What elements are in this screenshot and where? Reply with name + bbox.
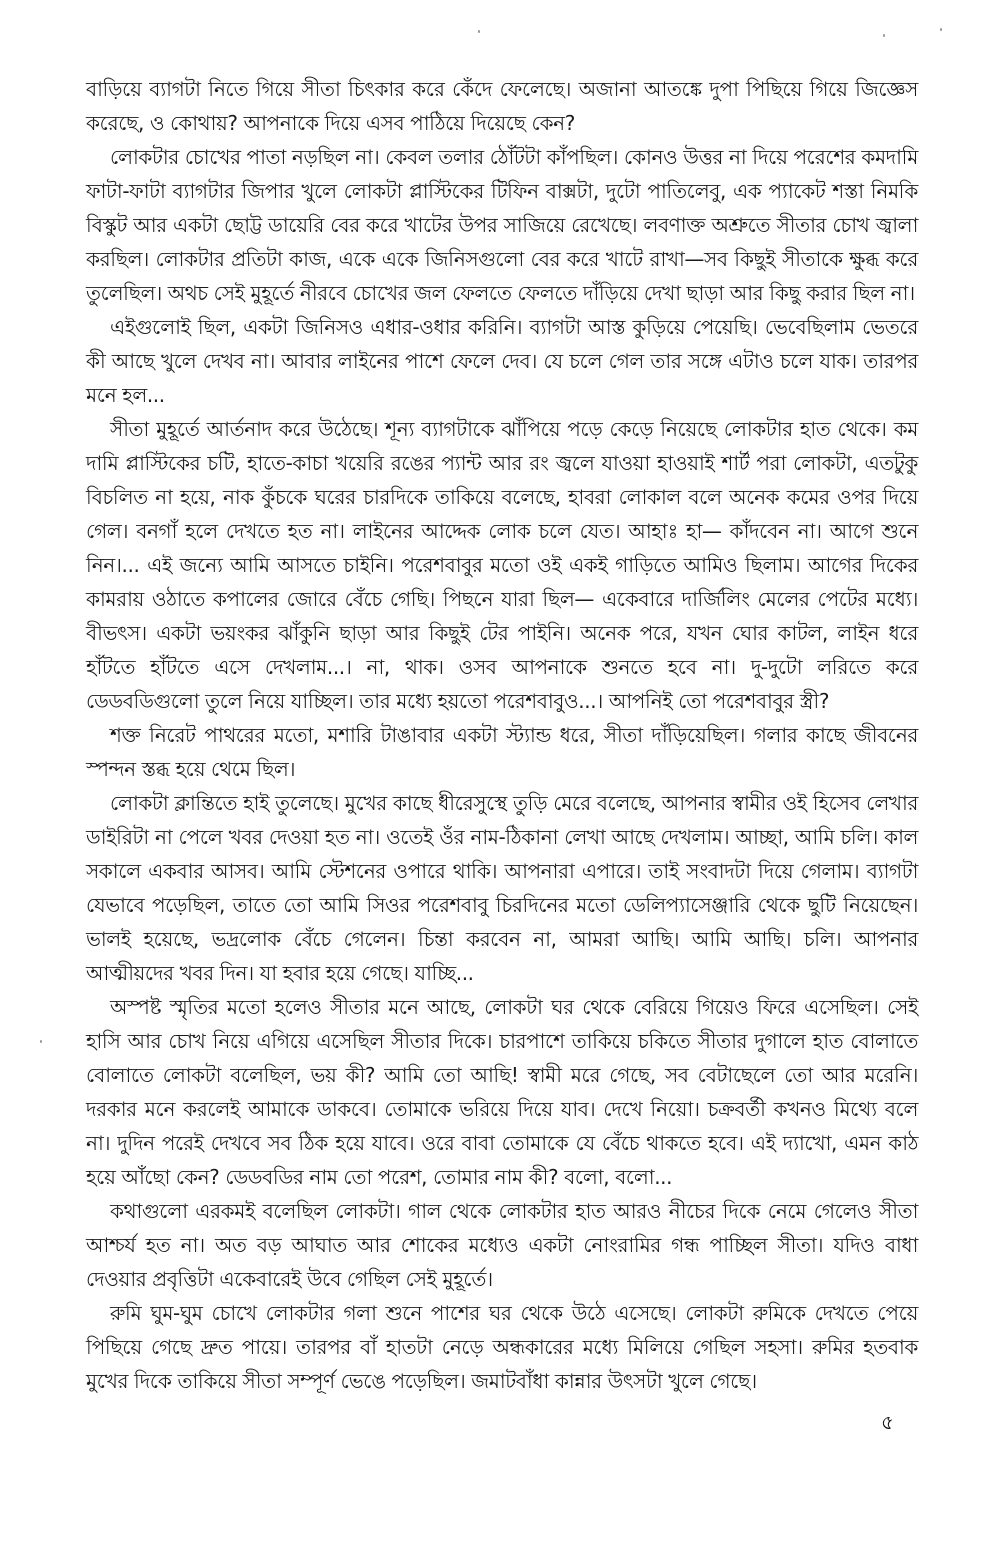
paragraph-9: রুমি ঘুম-ঘুম চোখে লোকটার গলা শুনে পাশের ঘর থেকে উঠে এসেছে। লোকটা রুমিকে দেখতে পেয়ে পিছিয়ে গেছে দ্রুত পায়ে। তারপর বাঁ হাতটা নেড়ে অন্ধকারের মধ্যে মিলিয়ে গেছিল সহসা। রুমির হতবাক মুখের দিকে তাকিয়ে সীতা সম্পূর্ণ ভেঙে পড়েছিল। জমাটবাঁধা কান্নার উৎসটা খুলে গেছে। (86, 1301, 918, 1393)
paragraph-8: কথাগুলো এরকমই বলেছিল লোকটা। গাল থেকে লোকটার হাত আরও নীচের দিকে নেমে গেলেও সীতা আশ্চর্য হত না। অত বড় আঘাত আর শোকের মধ্যেও একটা নোংরামির গন্ধ পাচ্ছিল সীতা। যদিও বাধা দেওয়ার প্রবৃত্তিটা একেবারেই উবে গেছিল সেই মুহূর্তে। (86, 1199, 918, 1291)
page-number: ৫ (881, 1410, 894, 1434)
paragraph-3: এইগুলোই ছিল, একটা জিনিসও এধার-ওধার করিনি। ব্যাগটা আস্ত কুড়িয়ে পেয়েছি। ভেবেছিলাম ভেতরে কী আছে খুলে দেখব না। আবার লাইনের পাশে ফেলে দেব। যে চলে গেল তার সঙ্গে এটাও চলে যাক। তারপর মনে হল... (86, 315, 918, 407)
paragraph-2: লোকটার চোখের পাতা নড়ছিল না। কেবল তলার ঠোঁটটা কাঁপছিল। কোনও উত্তর না দিয়ে পরেশের কমদামি ফাটা-ফাটা ব্যাগটার জিপার খুলে লোকটা প্লাস্টিকের টিফিন বাক্সটা, দুটো পাতিলেবু, এক প্যাকেট শস্তা নিমকি বিস্কুট আর একটা ছোট্ট ডায়েরি বের করে খাটের উপর সাজিয়ে রেখেছে। লবণাক্ত অশ্রুতে সীতার চোখ জ্বালা করছিল। লোকটার প্রতিটা কাজ, একে একে জিনিসগুলো বের করে খাটে রাখা—সব কিছুই সীতাকে ক্ষুব্ধ করে তুলেছিল। অথচ সেই মুহূর্তে নীরবে চোখের জল ফেলতে ফেলতে দাঁড়িয়ে দেখা ছাড়া আর কিছু করার ছিল না। (86, 145, 918, 305)
paragraph-5: শক্ত নিরেট পাথরের মতো, মশারি টাঙাবার একটা স্ট্যান্ড ধরে, সীতা দাঁড়িয়েছিল। গলার কাছে জীবনের স্পন্দন স্তব্ধ হয়ে থেমে ছিল। (86, 723, 918, 781)
paragraph-1: বাড়িয়ে ব্যাগটা নিতে গিয়ে সীতা চিৎকার করে কেঁদে ফেলেছে। অজানা আতঙ্কে দুপা পিছিয়ে গিয়ে জিজ্ঞেস করেছে, ও কোথায়? আপনাকে দিয়ে এসব পাঠিয়ে দিয়েছে কেন? (86, 77, 918, 135)
page-body (86, 0, 918, 1476)
scan-speck (40, 1040, 42, 1043)
scan-speck (883, 34, 885, 37)
paragraph-7: অস্পষ্ট স্মৃতির মতো হলেও সীতার মনে আছে, লোকটা ঘর থেকে বেরিয়ে গিয়েও ফিরে এসেছিল। সেই হাসি আর চোখ নিয়ে এগিয়ে এসেছিল সীতার দিকে। চারপাশে তাকিয়ে চকিতে সীতার দুগালে হাত বোলাতে বোলাতে লোকটা বলেছিল, ভয় কী? আমি তো আছি! স্বামী মরে গেছে, সব বেটাছেলে তো আর মরেনি। দরকার মনে করলেই আমাকে ডাকবে। তোমাকে ভরিয়ে দিয়ে যাব। দেখে নিয়ো। চক্রবর্তী কখনও মিথ্যে বলে না। দুদিন পরেই দেখবে সব ঠিক হয়ে যাবে। ওরে বাবা তোমাকে যে বেঁচে থাকতে হবে। এই দ্যাখো, এমন কাঠ হয়ে আঁছো কেন? ডেডবডির নাম তো পরেশ, তোমার নাম কী? বলো, বলো... (86, 995, 918, 1189)
page-number-row (86, 1408, 918, 1436)
paragraph-6: লোকটা ক্লান্তিতে হাই তুলেছে। মুখের কাছে ধীরেসুস্থে তুড়ি মেরে বলেছে, আপনার স্বামীর ওই হিসেব লেখার ডাইরিটা না পেলে খবর দেওয়া হত না। ওতেই ওঁর নাম-ঠিকানা লেখা আছে দেখলাম। আচ্ছা, আমি চলি। কাল সকালে একবার আসব। আমি স্টেশনের ওপারে থাকি। আপনারা এপারে। তাই সংবাদটা দিয়ে গেলাম। ব্যাগটা যেভাবে পড়েছিল, তাতে তো আমি সিওর পরেশবাবু চিরদিনের মতো ডেলিপ্যাসেঞ্জারি থেকে ছুটি নিয়েছেন। ভালই হয়েছে, ভদ্রলোক বেঁচে গেলেন। চিন্তা করবেন না, আমরা আছি। আমি আছি। চলি। আপনার আত্মীয়দের খবর দিন। যা হবার হয়ে গেছে। যাচ্ছি... (86, 791, 918, 985)
scan-speck (940, 28, 942, 31)
paragraph-4: সীতা মুহূর্তে আর্তনাদ করে উঠেছে। শূন্য ব্যাগটাকে ঝাঁপিয়ে পড়ে কেড়ে নিয়েছে লোকটার হাত থেকে। কম দামি প্লাস্টিকের চটি, হাতে-কাচা খয়েরি রঙের প্যান্ট আর রং জ্বলে যাওয়া হাওয়াই শার্ট পরা লোকটা, এতটুকু বিচলিত না হয়ে, নাক কুঁচকে ঘরের চারদিকে তাকিয়ে বলেছে, হাবরা লোকাল বলে অনেক কমের ওপর দিয়ে গেল। বনগাঁ হলে দেখতে হত না। লাইনের আদ্দেক লোক চলে যেত। আহাঃ হা— কাঁদবেন না। আগে শুনে নিন।... এই জন্যে আমি আসতে চাইনি। পরেশবাবুর মতো ওই একই গাড়িতে আমিও ছিলাম। আগের দিকের কামরায় ওঠাতে কপালের জোরে বেঁচে গেছি। পিছনে যারা ছিল— একেবারে দার্জিলিং মেলের পেটের মধ্যে। বীভৎস। একটা ভয়ংকর ঝাঁকুনি ছাড়া আর কিছুই টের পাইনি। অনেক পরে, যখন ঘোর কাটল, লাইন ধরে হাঁটতে হাঁটতে এসে দেখলাম...। না, থাক। ওসব আপনাকে শুনতে হবে না। দু-দুটো লরিতে করে ডেডবডিগুলো তুলে নিয়ে যাচ্ছিল। তার মধ্যে হয়তো পরেশবাবুও...। আপনিই তো পরেশবাবুর স্ত্রী? (86, 417, 918, 713)
scan-speck (478, 30, 480, 33)
